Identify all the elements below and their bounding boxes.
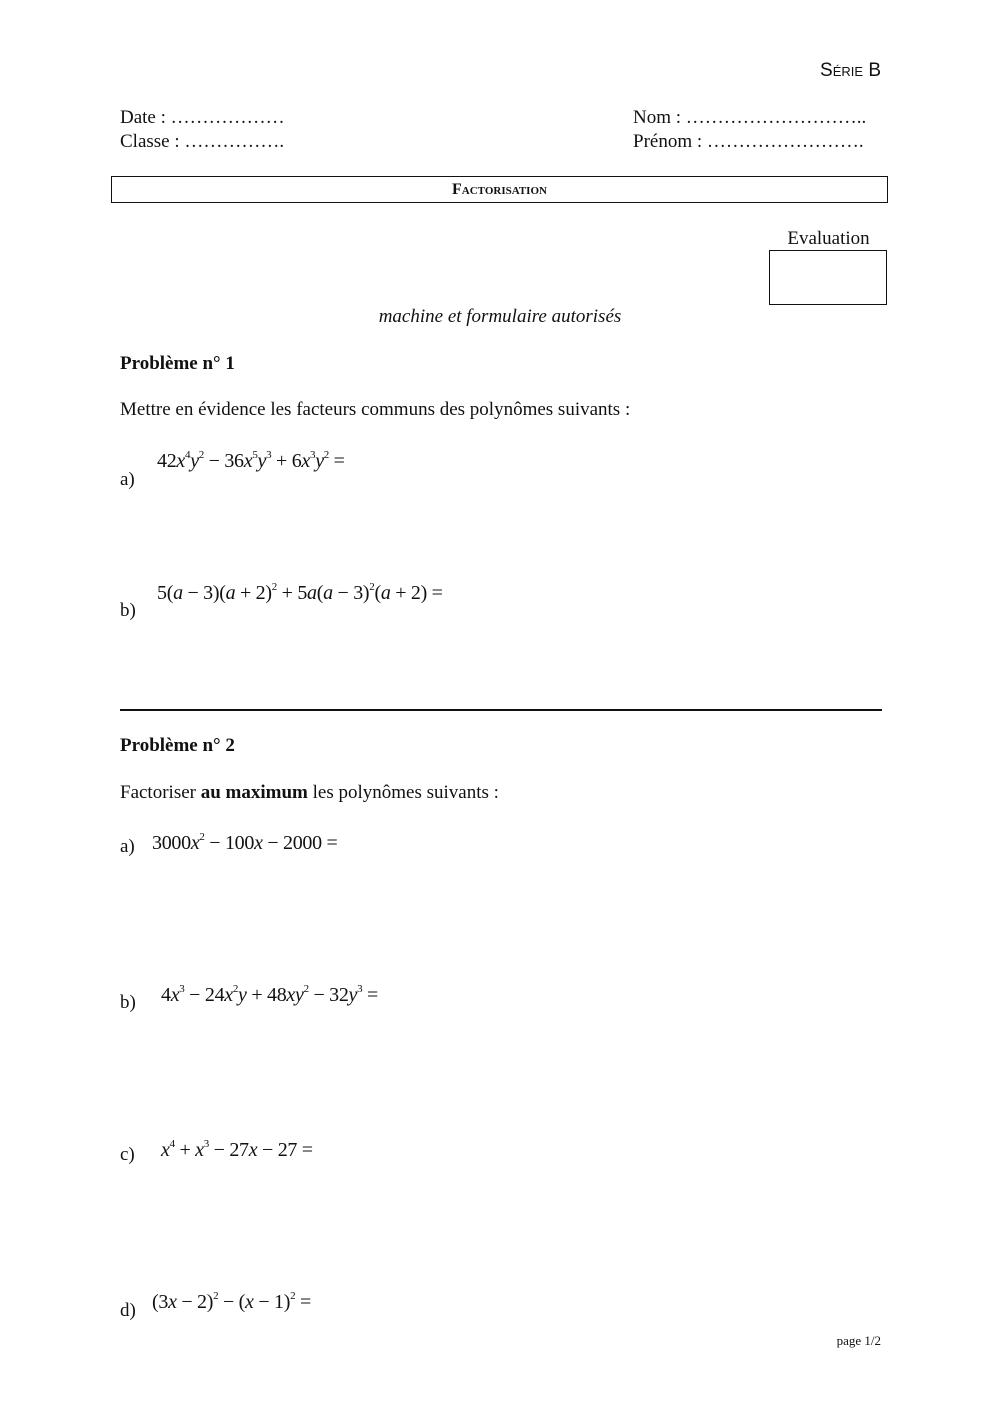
problem1-item-a-label: a): [120, 469, 135, 490]
problem2-item-b-expression: $4x^3 - 24x^2y + 48xy^2 - 32y^3$ =: [161, 983, 379, 1006]
problem2-item-d-expression: $(3x - 2)^2 - (x - 1)^2$ =: [152, 1290, 311, 1313]
problem2-item-a-expression: $3000x^2 - 100x - 2000$ =: [152, 831, 338, 854]
problem1-item-b-expression: $5(a - 3)(a + 2)^2 + 5a(a - 3)^2(a + 2)$ =: [157, 581, 443, 604]
problem2-heading: Problème n° 2: [120, 735, 235, 756]
instructions-note: machine et formulaire autorisés: [378, 306, 622, 327]
problem1-item-b-label: b): [120, 600, 136, 621]
prenom-field: Prénom : …………………….: [633, 131, 864, 152]
document-title: Factorisation: [111, 176, 888, 203]
nom-field: Nom : ………………………..: [633, 107, 867, 128]
problem1-item-a-expression: $42x^4y^2 - 36x^5y^3 + 6x^3y^2$ =: [157, 449, 345, 472]
serie-label: Série B: [820, 60, 881, 81]
evaluation-label: Evaluation: [787, 228, 870, 249]
page-number: page 1/2: [836, 1333, 881, 1348]
evaluation-box: [769, 250, 887, 305]
problem1-heading: Problème n° 1: [120, 353, 235, 374]
problem2-item-c-expression: $x^4 + x^3 - 27x - 27$ =: [161, 1138, 313, 1161]
problem2-item-d-label: d): [120, 1300, 136, 1321]
classe-field: Classe : …………….: [120, 131, 285, 152]
emphasis-text: au maximum: [200, 782, 308, 803]
problem2-item-a-label: a): [120, 836, 135, 857]
problem2-instruction: Factoriser au maximum les polynômes suivants :: [120, 782, 499, 803]
problem2-item-b-label: b): [120, 992, 136, 1013]
problem2-item-c-label: c): [120, 1144, 135, 1165]
problem1-instruction: Mettre en évidence les facteurs communs des polynômes suivants :: [120, 399, 631, 420]
date-field: Date : ………………: [120, 107, 285, 128]
section-divider: [120, 709, 882, 711]
